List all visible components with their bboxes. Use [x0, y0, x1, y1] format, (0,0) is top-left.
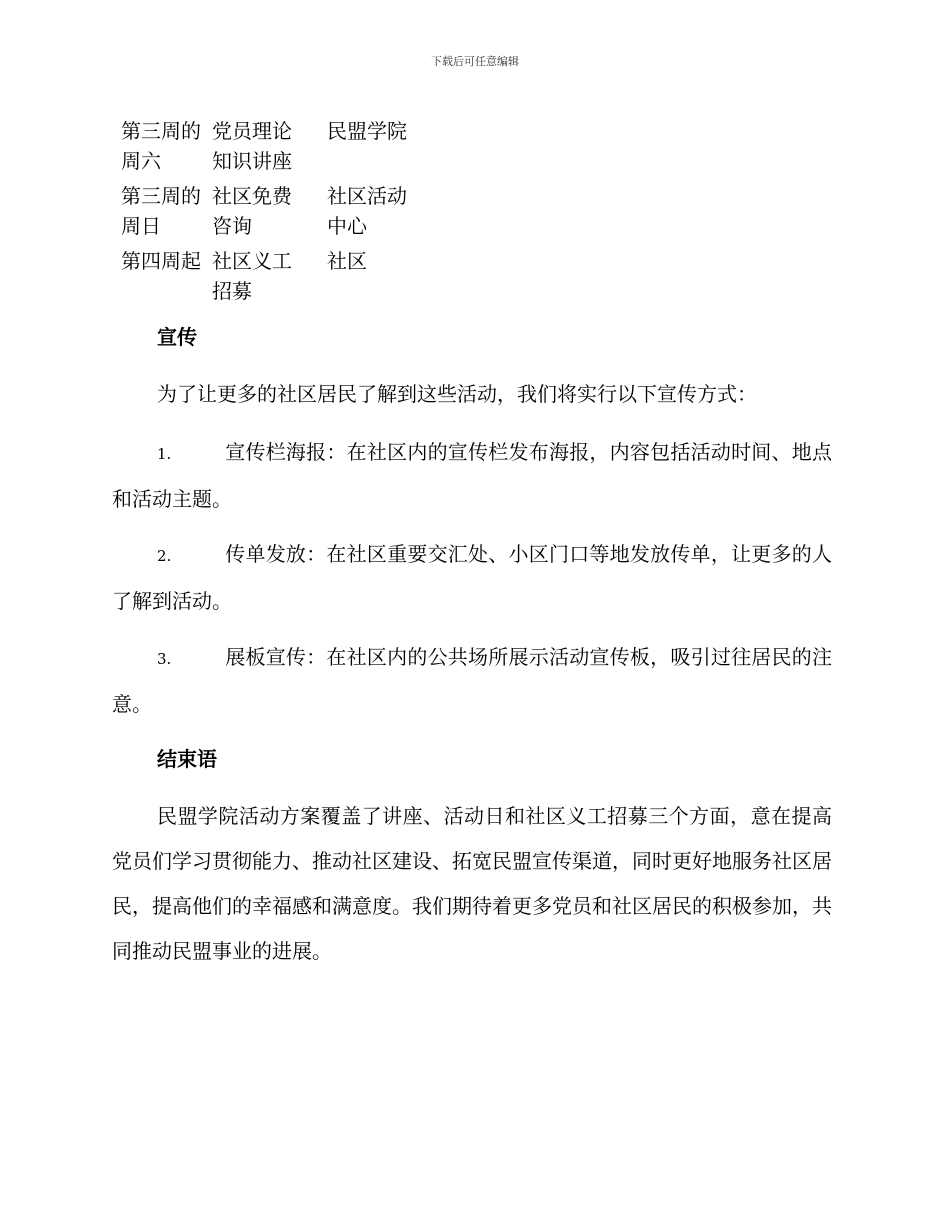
schedule-location: 民盟学院	[327, 119, 407, 143]
schedule-row	[121, 116, 407, 176]
publicity-item	[112, 430, 832, 522]
publicity-intro: 为了让更多的社区居民了解到这些活动，我们将实行以下宣传方式：	[157, 382, 757, 406]
page-header: 下载后可任意编辑	[431, 55, 519, 68]
schedule-time: 第三周的周六	[121, 119, 201, 173]
schedule-row	[121, 246, 407, 306]
list-number: 1.	[157, 445, 172, 463]
schedule-activity: 社区免费咨询	[212, 184, 292, 238]
publicity-heading: 宣传	[157, 325, 197, 349]
schedule-table	[121, 116, 407, 311]
schedule-row	[121, 181, 407, 241]
schedule-location: 社区活动中心	[327, 184, 407, 238]
schedule-time: 第三周的周日	[121, 184, 201, 238]
publicity-item	[112, 532, 832, 624]
publicity-item	[112, 635, 832, 727]
schedule-activity: 社区义工招募	[212, 249, 292, 303]
schedule-location: 社区	[327, 249, 367, 273]
list-text: 传单发放：在社区重要交汇处、小区门口等地发放传单，让更多的人了解到活动。	[112, 542, 832, 613]
schedule-time: 第四周起	[121, 249, 201, 273]
list-text: 展板宣传：在社区内的公共场所展示活动宣传板，吸引过往居民的注意。	[112, 645, 832, 716]
conclusion-text: 民盟学院活动方案覆盖了讲座、活动日和社区义工招募三个方面，意在提高党员们学习贯彻能力、推动社区建设、拓宽民盟宣传渠道，同时更好地服务社区居民，提高他们的幸福感和满意度。我们期待着更多党员和社区居民的积极参加，共同推动民盟事业的进展。	[112, 804, 832, 963]
list-text: 宣传栏海报：在社区内的宣传栏发布海报，内容包括活动时间、地点和活动主题。	[112, 440, 832, 511]
schedule-activity: 党员理论知识讲座	[212, 119, 292, 173]
conclusion-heading: 结束语	[157, 747, 217, 771]
list-number: 2.	[157, 547, 172, 565]
list-number: 3.	[157, 650, 172, 668]
